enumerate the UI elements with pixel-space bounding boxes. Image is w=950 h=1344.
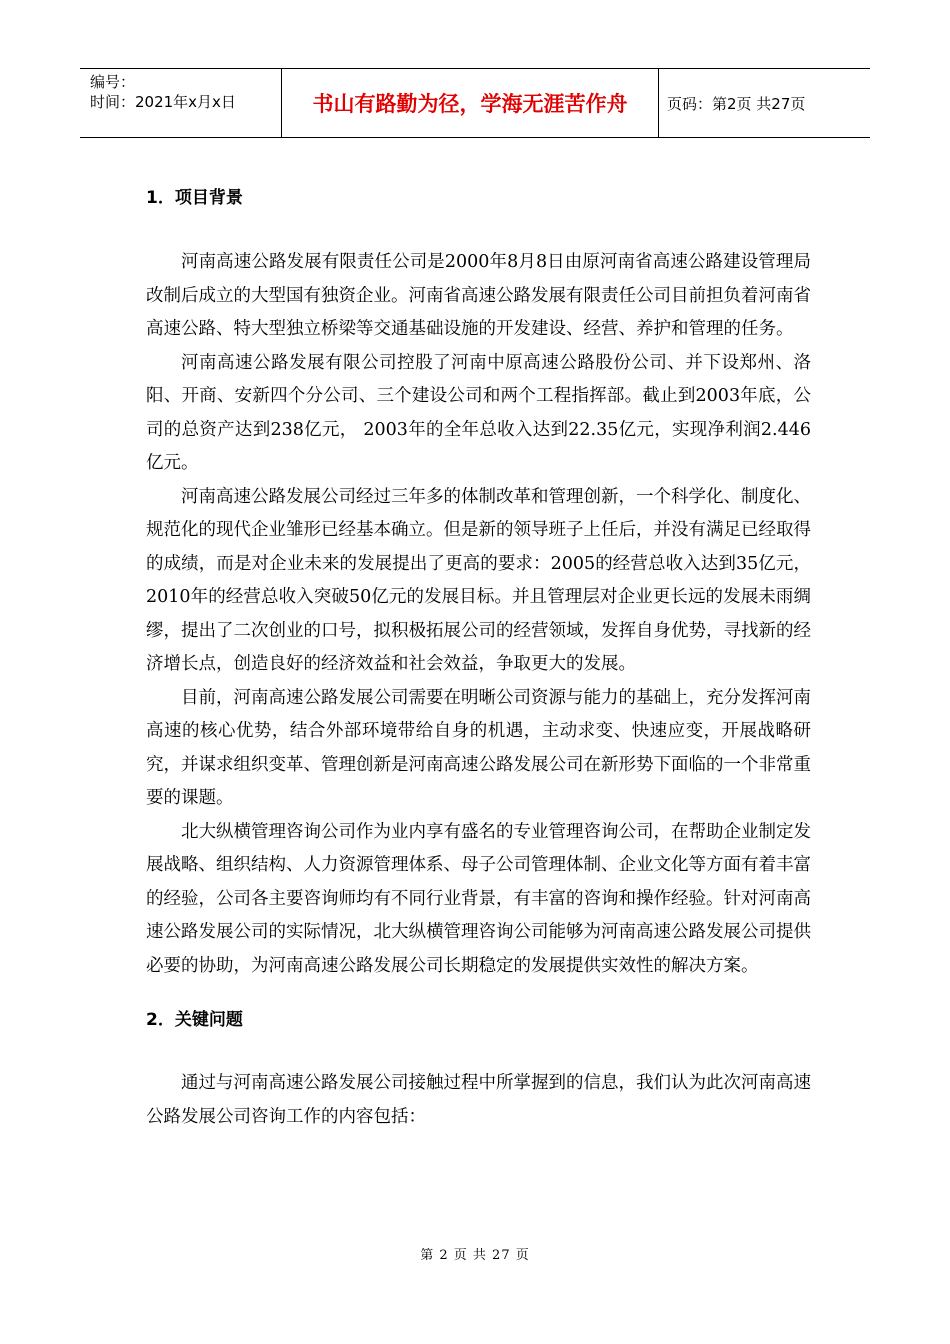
- header-meta: [80, 69, 282, 137]
- page-header: [80, 68, 870, 138]
- document-body: [146, 180, 811, 1134]
- section-heading-background: 1．项目背景: [146, 188, 243, 208]
- paragraph: 河南高速公路发展公司经过三年多的体制改革和管理创新，一个科学化、制度化、规范化的现代企业雏形已经基本确立。但是新的领导班子上任后，并没有满足已经取得的成绩，而是对企业未来的发展提出了更高的要求：2005的经营总收入达到35亿元，2010年的经营总收入突破50亿元的发展目标。并且管理层对企业更长远的发展未雨绸缪，提出了二次创业的口号，拟积极拓展公司的经营领域，发挥自身优势，寻找新的经济增长点，创造良好的经济效益和社会效益，争取更大的发展。: [146, 486, 811, 674]
- section-heading-key-issues: 2．关键问题: [146, 1010, 243, 1030]
- document-date: 时间：2021年x月x日: [90, 93, 236, 111]
- paragraph: 河南高速公路发展有限责任公司是2000年8月8日由原河南省高速公路建设管理局改制后成立的大型国有独资企业。河南省高速公路发展有限责任公司目前担负着河南省高速公路、特大型独立桥梁等交通基础设施的开发建设、经营、养护和管理的任务。: [146, 252, 811, 339]
- paragraph: 通过与河南高速公路发展公司接触过程中所掌握到的信息，我们认为此次河南高速公路发展公司咨询工作的内容包括：: [146, 1073, 811, 1127]
- document-number-label: 编号：: [90, 73, 136, 91]
- header-page-info: 页码：第2页 共27页: [667, 94, 806, 113]
- paragraph: 目前，河南高速公路发展公司需要在明晰公司资源与能力的基础上，充分发挥河南高速的核心优势，结合外部环境带给自身的机遇，主动求变、快速应变，开展战略研究，并谋求组织变革、管理创新是河南高速公路发展公司在新形势下面临的一个非常重要的课题。: [146, 687, 811, 808]
- paragraph: 北大纵横管理咨询公司作为业内享有盛名的专业管理咨询公司，在帮助企业制定发展战略、组织结构、人力资源管理体系、母子公司管理体制、企业文化等方面有着丰富的经验，公司各主要咨询师均有不同行业背景，有丰富的咨询和操作经验。针对河南高速公路发展公司的实际情况，北大纵横管理咨询公司能够为河南高速公路发展公司提供必要的协助，为河南高速公路发展公司长期稳定的发展提供实效性的解决方案。: [146, 821, 811, 976]
- header-motto: 书山有路勤为径，学海无涯苦作舟: [282, 69, 659, 137]
- paragraph: 河南高速公路发展有限公司控股了河南中原高速公路股份公司、并下设郑州、洛阳、开商、安新四个分公司、三个建设公司和两个工程指挥部。截止到2003年底，公司的总资产达到238亿元， 2003年的全年总收入达到22.35亿元，实现净利润2.446亿元。: [146, 352, 811, 473]
- page-footer: 第 2 页 共 27 页: [420, 1248, 530, 1263]
